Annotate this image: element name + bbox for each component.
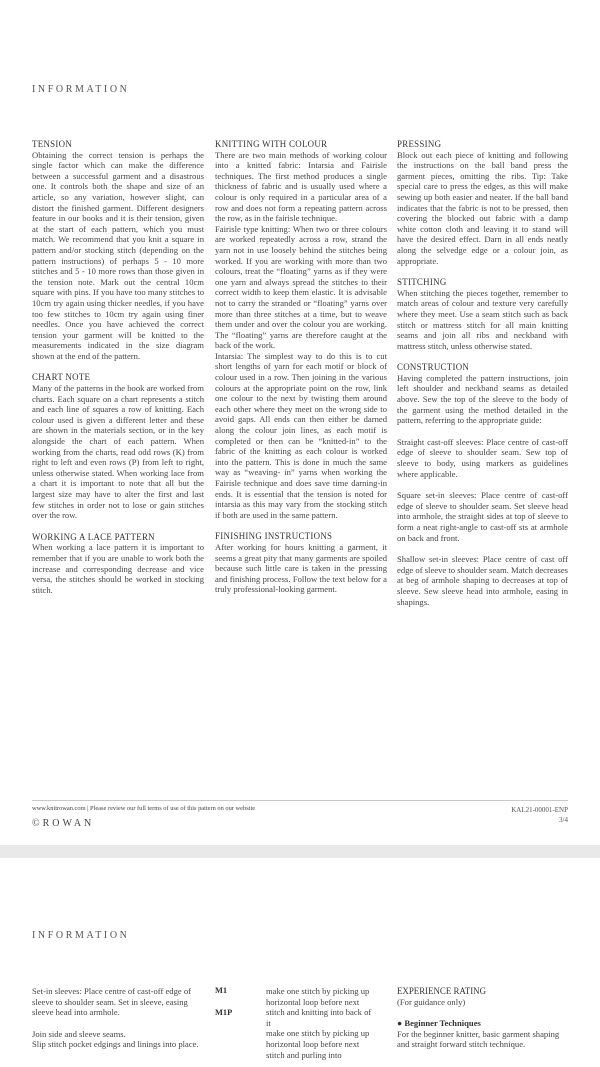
footer-divider — [32, 800, 568, 801]
experience-heading: EXPERIENCE RATING — [397, 986, 486, 996]
abbr-m1-definition: make one stitch by picking up horizontal loop before next stitch and knitting into back of it — [266, 986, 372, 1028]
logo-mark-icon: © — [32, 818, 43, 829]
set-in-sleeves-text: Set-in sleeves: Place centre of cast-off edge of sleeve to shoulder seam. Set in sleeve, easing sleeve head into armhole. — [32, 986, 191, 1018]
website-note[interactable]: www.knitrowan.com | Please review our full terms of use of this pattern on our website — [32, 805, 256, 812]
stitching-heading: STITCHING — [397, 277, 447, 288]
lace-text: When working a lace pattern it is important to remember that if you are unable to work both the increase and corresponding decrease and vice versa, the stitches should be worked in stocking stitch. — [32, 542, 204, 595]
abbr-m1p: M1P — [215, 1007, 233, 1017]
side-seams-text: Join side and sleeve seams. — [32, 1028, 126, 1039]
experience-rating — [397, 986, 568, 1050]
page-header: INFORMATION — [32, 84, 130, 95]
brand-name: ROWAN — [42, 818, 95, 829]
tension-heading: TENSION — [32, 139, 73, 149]
construction-heading: CONSTRUCTION — [397, 362, 470, 373]
colour-text-intarsia: Intarsia: The simplest way to do this is to cut short lengths of yarn for each motif or block of colour used in a row. Then joining in the various colours at the appropriate point on the row, link one colour to the next by twisting them around each other where they meet on the wrong side to avoid gaps. All ends can then either be darned along the colour join lines, as each motif is completed or then can be “knitted-in” to the fabric of the knitting as each colour is worked into the pattern. This is done in much the same way as “weaving- in” yarns when working the Fairisle technique and does save time darning-in ends. It is essential that the tension is noted for intarsia as this may vary from the stocking stitch if both are used in the same pattern. — [215, 350, 387, 520]
stitching-text: When stitching the pieces together, remember to match areas of colour and texture very carefully where they meet. Use a seam stitch such as back stitch or mattress stitch for all main knitting seams and join all ribs and neckband with mattress stitch, unless otherwise stated. — [397, 287, 568, 351]
abbreviation-terms — [215, 986, 260, 1029]
straight-sleeves-text: Straight cast-off sleeves: Place centre of cast-off edge of sleeve to shoulder seam. Sew top of sleeve to body, using markers as guidelines where applicable. — [397, 436, 568, 479]
beginner-heading-label: Beginner Techniques — [404, 1018, 481, 1029]
column-1 — [32, 986, 204, 1061]
pressing-text: Block out each piece of knitting and following the instructions on the ball band press the garment pieces, omitting the ribs. Tip: Take special care to press the edges, as this will make sewing up both easier and neater. If the ball band indicates that the fabric is not to be pressed, then covering the blocked out fabric with a damp white cotton cloth and leaving it to stand will have the desired effect. Darn in all ends neatly along the selvedge edge or a colour join, as appropriate. — [397, 149, 568, 266]
chart-note-text: Many of the patterns in the book are worked from charts. Each square on a chart represents a stitch and each line of squares a row of knitting. Each colour used is given a different letter and these are shown in the materials section, or in the key alongside the chart of each pattern. When working from the charts, read odd rows (K) from right to left and even rows (P) from left to right, unless otherwise stated. When working lace from a chart it is important to note that all but the largest size may have to alter the first and last few stitches in order not to lose or gain stitches over the row. — [32, 383, 204, 521]
finishing-heading: FINISHING INSTRUCTIONS — [215, 531, 333, 542]
square-sleeves-text: Square set-in sleeves: Place centre of cast-off edge of sleeve to shoulder seam. Set sleeve head into armhole, the straight sides at top of sleeve to form a neat right-angle to cast-off sts at armhole on back and front. — [397, 490, 568, 543]
page-header: INFORMATION — [32, 930, 130, 941]
abbr-m1p-definition: make one stitch by picking up horizontal loop before next stitch and purling into — [266, 1028, 370, 1060]
chart-note-heading: CHART NOTE — [32, 372, 91, 383]
rowan-logo — [32, 818, 94, 829]
abbr-m1: M1 — [215, 986, 228, 995]
colour-text-intro: There are two main methods of working colour into a knitted fabric: Intarsia and Fairisle techniques. The first method produces a single thickness of fabric and is usually used where a colour is only required in a particular area of a row and does not form a repeating pattern across the row, as in the fairisle technique. — [215, 149, 387, 224]
pattern-code-block — [511, 805, 568, 825]
tension-text: Obtaining the correct tension is perhaps the single factor which can make the difference between a successful garment and a disastrous one. It controls both the shape and size of an article, so any variation, however slight, can distort the finished garment. Different designers feature in our books and it is their tension, given at the start of each pattern, which you must match. We recommend that you knit a square in pattern and/or stocking stitch (depending on the pattern instructions) of perhaps 5 - 10 more stitches and 5 - 10 more rows than those given in the tension note. Mark out the central 10cm square with pins. If you have too many stitches to 10cm try again using thicker needles, if you have too few stitches to 10cm try again using finer needles. Once you have achieved the correct tension your garment will be knitted to the measurements indicated in the size diagram shown at the end of the pattern. — [32, 149, 204, 361]
document-page-4 — [0, 858, 600, 1067]
page-number: 3/4 — [559, 816, 568, 824]
colour-text-fairisle: Fairisle type knitting: When two or three colours are worked repeatedly across a row, strand the yarn not in use loosely behind the stitches being worked. If you are working with more than two colours, treat the “floating” yarns as if they were one yarn and always spread the stitches to their correct width to keep them elastic. It is advisable not to carry the stranded or “floating” yarns over more than three stitches at a time, but to weave them under and over the colour you are working. The “floating” yarns are therefore caught at the back of the work. — [215, 223, 387, 351]
shallow-sleeves-text: Shallow set-in sleeves: Place centre of cast off edge of sleeve to shoulder seam. Match decreases at beg of armhole shaping to decreases at top of sleeve. Sew sleeve head into armhole, easing in shapings. — [397, 554, 568, 607]
colour-heading: KNITTING WITH COLOUR — [215, 139, 328, 149]
column-3 — [397, 139, 568, 618]
lace-heading: WORKING A LACE PATTERN — [32, 531, 155, 542]
bullet-icon: ● — [397, 1018, 403, 1029]
finishing-text: After working for hours knitting a garment, it seems a great pity that many garments are spoiled because such little care is taken in the pressing and finishing process. Follow the text below for a truly professional-looking garment. — [215, 541, 387, 595]
pressing-heading: PRESSING — [397, 139, 442, 149]
column-2 — [215, 139, 387, 606]
construction-text: Having completed the pattern instructions, join left shoulder and neckband seams as detailed above. Sew the top of the sleeve to the body of the garment using the method detailed in the pattern, referring to the appropriate guide: — [397, 372, 568, 426]
pattern-code: KAL21-00001-ENP — [511, 806, 568, 814]
abbreviation-definitions — [266, 986, 376, 1067]
column-1 — [32, 139, 204, 606]
pocket-edgings-text: Slip stitch pocket edgings and linings into place. — [32, 1039, 199, 1050]
beginner-heading — [397, 1018, 568, 1029]
beginner-text: For the beginner knitter, basic garment shaping and straight forward stitch technique. — [397, 1028, 560, 1050]
experience-subheading: (For guidance only) — [397, 996, 466, 1007]
